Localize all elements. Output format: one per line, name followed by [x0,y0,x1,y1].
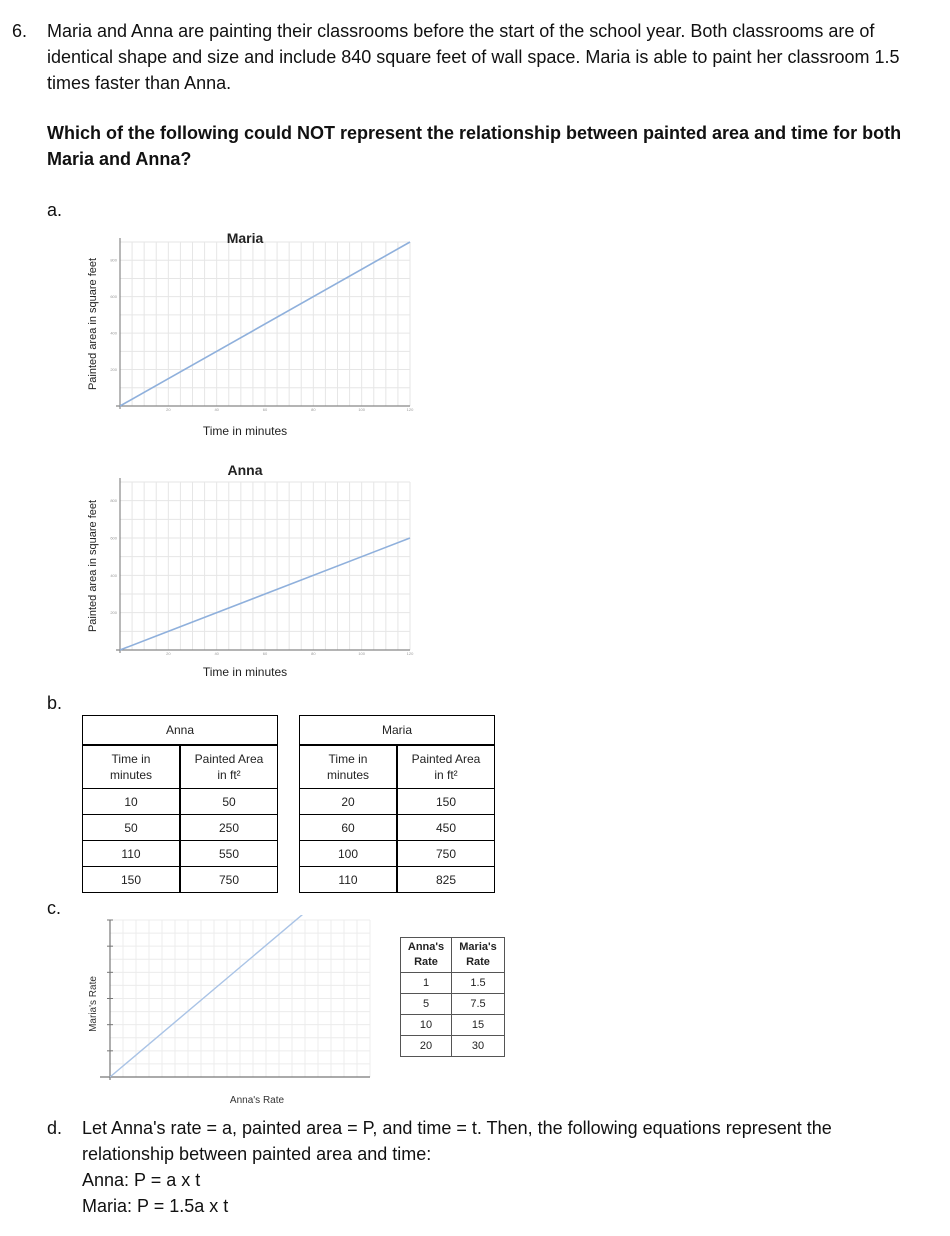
x-tick-label: 20 [166,651,171,656]
x-tick-label: 120 [406,407,414,412]
rate-col-maria: Maria's Rate [452,938,505,973]
x-tick-label: 20 [166,407,171,412]
anna-equation: Anna: P = a x t [82,1170,201,1190]
question-prompt: Which of the following could NOT represent the relationship between painted area and time for both Maria and Anna? [47,123,902,169]
y-tick-label: 200 [110,367,117,373]
x-axis-label: Time in minutes [202,424,288,438]
option-d-letter: d. [47,1118,63,1138]
rate-col-anna: Anna's Rate [401,938,452,973]
chart-title: Maria [226,230,264,246]
table-row: 50 250 [83,815,278,841]
x-tick-label: 100 [358,407,366,412]
series-line [110,915,322,1077]
chart-anna [80,455,430,685]
x-axis-label: Time in minutes [202,665,288,679]
table-row: 60 450 [300,815,495,841]
chart-rates [80,915,400,1110]
x-axis-label: Anna's Rate [229,1095,285,1106]
maria-table-title: Maria [300,716,495,746]
y-axis-label: Maria's Rate [88,976,99,1032]
table-row: 1 1.5 [401,973,505,994]
y-tick-label: 200 [110,610,117,616]
maria-table [299,715,495,893]
option-d-line1: Let Anna's rate = a, painted area = P, and time = t. Then, the following equations represent the [82,1118,832,1138]
table-row: 20 150 [300,789,495,815]
y-tick-label: 400 [110,330,117,336]
y-axis-label: Painted area in square feet [87,499,99,633]
table-row: 150 750 [83,867,278,893]
x-tick-label: 120 [406,651,414,656]
x-tick-label: 80 [311,651,316,656]
x-tick-label: 60 [262,407,268,412]
x-tick-label: 40 [214,407,219,412]
option-a-letter: a. [47,200,63,220]
table-row: 20 30 [401,1036,505,1057]
x-tick-label: 40 [214,651,219,656]
anna-col-area: Painted Area in ft² [180,745,278,789]
maria-col-time: Time in minutes [300,745,398,789]
question-number: 6. [12,21,28,41]
y-tick-label: 800 [110,257,117,263]
table-row: 110 825 [300,867,495,893]
x-tick-label: 60 [262,651,268,656]
rate-table [400,937,505,1057]
option-d-line2: relationship between painted area and time: [82,1144,432,1164]
table-row: 5 7.5 [401,994,505,1015]
y-axis-label: Painted area in square feet [87,257,99,391]
table-row: 100 750 [300,841,495,867]
x-tick-label: 80 [311,407,316,412]
question-stem: Maria and Anna are painting their classrooms before the start of the school year. Both classrooms are of identical shape and size and include 840 square feet of wall space. Maria is able to paint her classroom 1.5 times faster than Anna. [47,21,900,93]
anna-col-time: Time in minutes [83,745,181,789]
x-tick-label: 100 [358,651,366,656]
y-tick-label: 800 [110,498,117,504]
anna-table [82,715,278,893]
table-row: 110 550 [83,841,278,867]
chart-maria [80,222,430,442]
maria-equation: Maria: P = 1.5a x t [82,1196,229,1216]
y-tick-label: 400 [110,572,117,578]
maria-col-area: Painted Area in ft² [397,745,495,789]
table-row: 10 15 [401,1015,505,1036]
chart-title: Anna [227,462,263,478]
y-tick-label: 600 [110,535,117,541]
option-c-letter: c. [47,898,62,918]
y-tick-label: 600 [110,294,117,300]
option-b-letter: b. [47,693,63,713]
table-row: 10 50 [83,789,278,815]
anna-table-title: Anna [83,716,278,746]
